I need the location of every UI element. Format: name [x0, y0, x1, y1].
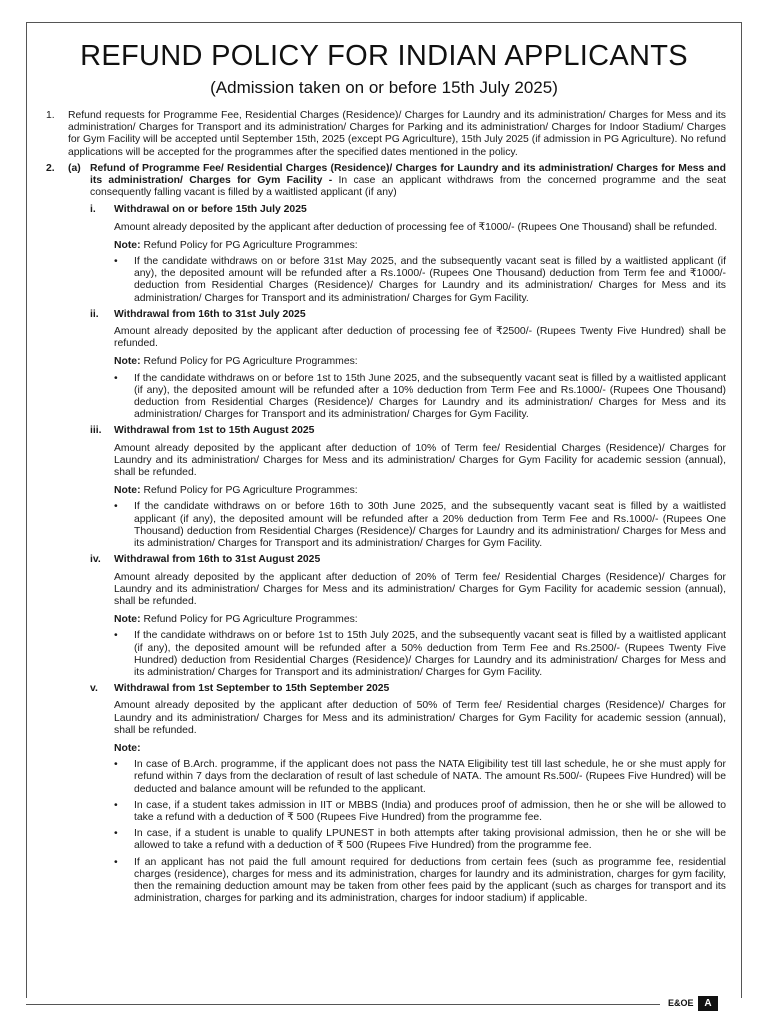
bullet-text: In case, if a student takes admission in IIT or MBBS (India) and produces proof of admission, then he or she will be allowed to take a refund with a deduction of ₹ 500 (Rupees Five Hundred) from the programme fee. [134, 799, 726, 823]
footer-eoe: E&OE [668, 998, 694, 1008]
bullet-text: In case of B.Arch. programme, if the applicant does not pass the NATA Eligibility test till last schedule, he or she must apply for refund within 7 days from the declaration of result of last schedule of NATA. The amount Rs.500/- (Rupees Five Hundred) will be deducted and balance amount will be refunded to the applicant. [134, 759, 726, 795]
subitem-heading-rest: In case an applicant withdraws from the concerned programme and the seat consequently falling vacant is filled by a waitlisted applicant (if any) [90, 175, 727, 199]
note-text: Refund Policy for PG Agriculture Programmes: [140, 356, 358, 368]
policy-item-2 [40, 163, 726, 200]
subitem-mark: (a) [68, 162, 81, 174]
section-numeral: v. [90, 683, 98, 695]
note-bullet [114, 256, 726, 305]
final-note-bullet [114, 800, 726, 824]
bullet-text: If an applicant has not paid the full amount required for deductions from certain fees (such as programme fee, residential charges (residence), charges for mess and its administration, charges for laundry and its administration, charges for gym facility, then the remaining deduction amount may be taken from other fees paid by the applicant (such as charges for transport and its administration, charges for parking and its administration, charges for indoor stadium) if applicable. [134, 856, 726, 905]
note-label: Note: [114, 485, 141, 497]
section-numeral: i. [90, 204, 96, 216]
section-title: Withdrawal from 16th to 31st August 2025 [114, 554, 321, 566]
bullet-icon: • [114, 372, 118, 384]
note-label: Note: [114, 614, 141, 626]
item-number: 1. [46, 110, 55, 121]
bullet-text: If the candidate withdraws on or before 31st May 2025, and the subsequently vacant seat is filled by a waitlisted applicant (if any), the deposited amount will be refunded after a Rs.1000/- (Rupees One Thousand) deduction from Term fee and ₹1000/- deduction from Residential Charges (Residence)/ Charges for Laundry and its administration/ Charges for Mess and its administration/ Charges for Transport and its administration/ Charges for Gym Facility. [134, 256, 726, 304]
note-label: Note: [114, 742, 141, 754]
bullet-text: If the candidate withdraws on or before 1st to 15th July 2025, and the subsequently vacant seat is filled by a waitlisted applicant (if any), the deposited amount will be refunded after a 50% deduction from Term Fee and Rs.2500/- (Rupees Twenty Five Hundred) deduction from Residential Charges (Residence)/ Charges for Laundry and its administration/ Charges for Mess and its administration/ Charges for Transport and its administration/ Charges for Gym Facility. [134, 630, 726, 678]
item-number: 2. [46, 162, 55, 174]
footer-rule [26, 1004, 660, 1005]
note-bullet [114, 501, 726, 550]
section-iii [40, 425, 726, 550]
policy-content [40, 110, 726, 905]
item-text: Refund requests for Programme Fee, Residential Charges (Residence)/ Charges for Laundry and its administration/ Charges for Mess and its administration/ Charges for Transport and its administration/ Charges for Parking and its administration/ Charges for Indoor Stadium/ Charges for Gym Facility will be accepted until September 15th, 2025 (except PG Agriculture), 15th July 2025 (if admission in PG Agriculture). No refund applications will be accepted for the programmes after the specified dates mentioned in the policy. [68, 110, 726, 158]
section-note [114, 614, 726, 626]
bullet-icon: • [114, 256, 118, 268]
section-title: Withdrawal on or before 15th July 2025 [114, 204, 307, 216]
section-numeral: ii. [90, 308, 99, 320]
final-note-bullet [114, 828, 726, 852]
bullet-icon: • [114, 759, 118, 771]
section-body: Amount already deposited by the applicant after deduction of processing fee of ₹1000/- (Rupees One Thousand) shall be refunded. [114, 221, 718, 233]
bullet-icon: • [114, 501, 118, 513]
note-text: Refund Policy for PG Agriculture Programmes: [140, 485, 358, 497]
section-numeral: iii. [90, 425, 102, 437]
section-i [40, 204, 726, 304]
page-title: REFUND POLICY FOR INDIAN APPLICANTS [80, 40, 688, 72]
bullet-text: If the candidate withdraws on or before 1st to 15th June 2025, and the subsequently vacant seat is filled by a waitlisted applicant (if any), the deposited amount will be refunded after a 10% deduction from Term Fee and Rs.1000/- (Rupees One Thousand) deduction from Residential Charges (Residence)/ Charges for Laundry and its administration/ Charges for Mess and its administration/ Charges for Transport and its administration/ Charges for Gym Facility. [134, 372, 726, 421]
subitem-heading: Refund of Programme Fee/ Residential Charges (Residence)/ Charges for Laundry and its administration/ Charges for Mess and its administration/ Charges for Gym Facility - [90, 162, 726, 187]
section-note [114, 485, 726, 497]
section-body: Amount already deposited by the applicant after deduction of 10% of Term fee/ Residential Charges (Residence)/ Charges for Laundry and its administration/ Charges for Mess and its administration/ Charges for Gym Facility for academic session (annual), shall be refunded. [114, 442, 726, 479]
section-body: Amount already deposited by the applicant after deduction of processing fee of ₹2500/- (Rupees Twenty Five Hundred) shall be refunded. [114, 326, 726, 350]
note-bullet [114, 373, 726, 422]
section-ii [40, 309, 726, 422]
section-note [114, 356, 726, 368]
final-note-bullet [114, 759, 726, 796]
bullet-icon: • [114, 856, 118, 868]
section-iv [40, 554, 726, 679]
section-note [114, 240, 726, 252]
policy-item-1 [40, 110, 726, 159]
note-label: Note: [114, 239, 141, 251]
note-text: Refund Policy for PG Agriculture Programmes: [140, 239, 358, 251]
bullet-icon: • [114, 630, 118, 642]
item-2a-heading [68, 163, 726, 200]
page-subtitle: (Admission taken on or before 15th July 2025) [210, 78, 558, 97]
section-title: Withdrawal from 1st to 15th August 2025 [114, 425, 315, 437]
page-badge: A [698, 996, 718, 1011]
note-label: Note: [114, 356, 141, 368]
note-text: Refund Policy for PG Agriculture Programmes: [140, 614, 358, 626]
section-v [40, 683, 726, 905]
section-numeral: iv. [90, 554, 101, 566]
final-note-bullet [114, 857, 726, 906]
bullet-icon: • [114, 799, 118, 811]
section-body: Amount already deposited by the applicant after deduction of 20% of Term fee/ Residential Charges (Residence)/ Charges for Laundry and its administration/ Charges for Mess and its administration/ Charges for Gym Facility for academic session (annual), shall be refunded. [114, 571, 726, 607]
bullet-text: If the candidate withdraws on or before 16th to 30th June 2025, and the subsequently vacant seat is filled by a waitlisted applicant (if any), the deposited amount will be refunded after a 20% deduction from Term Fee and Rs.1000/- (Rupees One Thousand) deduction from Residential Charges (Residence)/ Charges for Laundry and its administration/ Charges for Mess and its administration/ Charges for Transport and its administration/ Charges for Gym Facility. [134, 501, 726, 550]
section-title: Withdrawal from 16th to 31st July 2025 [114, 308, 306, 320]
section-body: Amount already deposited by the applicant after deduction of 50% of Term fee/ Residential charges (Residence)/ Charges for Laundry and its administration/ Charges for Mess and its administration/ Charges for Gym Facility for academic session (annual), shall be refunded. [114, 700, 726, 736]
bullet-text: In case, if a student is unable to qualify LPUNEST in both attempts after taking provisional admission, then he or she will be allowed to take a refund with a deduction of ₹ 500 (Rupees Five Hundred) from the programme fee. [134, 828, 726, 852]
final-note-heading [114, 743, 726, 755]
bullet-icon: • [114, 828, 118, 840]
note-bullet [114, 630, 726, 679]
section-title: Withdrawal from 1st September to 15th September 2025 [114, 683, 390, 695]
